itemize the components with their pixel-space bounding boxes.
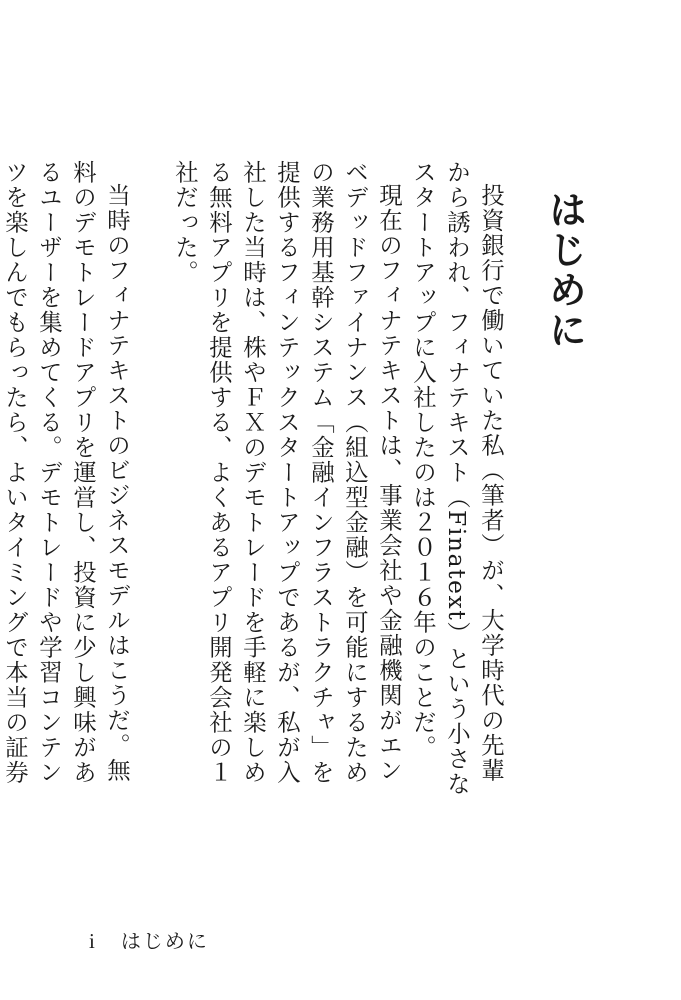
paragraph-2: 現在のフィナテキストは、事業会社や金融機関がエンベデッドファイナンス（組込型金融）を可能にするための業務用基幹システム「金融インフラストラクチャ」を提供するフィンテックスタートアップであるが、私が入社した当時は、株やＦＸのデモトレードを手軽に楽しめる無料アプリを提供する、よくあるアプリ開発会社の１社だった。 xyxy=(171,160,403,785)
body-text xyxy=(1,160,508,800)
chapter-title: はじめに xyxy=(542,190,587,350)
running-header-section: はじめに xyxy=(120,929,209,953)
page-footer xyxy=(89,925,209,954)
paragraph-3: 当時のフィナテキストのビジネスモデルはこうだ。無料のデモトレードアプリを運営し、投資に少し興味があるユーザーを集めてくる。デモトレードや学習コンテンツを楽しんでもらったら、よいタイミングで本当の証券 xyxy=(1,160,131,785)
page-number: i xyxy=(89,929,95,953)
paragraph-1: 投資銀行で働いていた私（筆者）が、大学時代の先輩から誘われ、フィナテキスト（Finatext）という小さなスタートアップに入社したのは２０１６年のことだ。 xyxy=(409,160,505,797)
paragraph-gap xyxy=(134,160,168,800)
